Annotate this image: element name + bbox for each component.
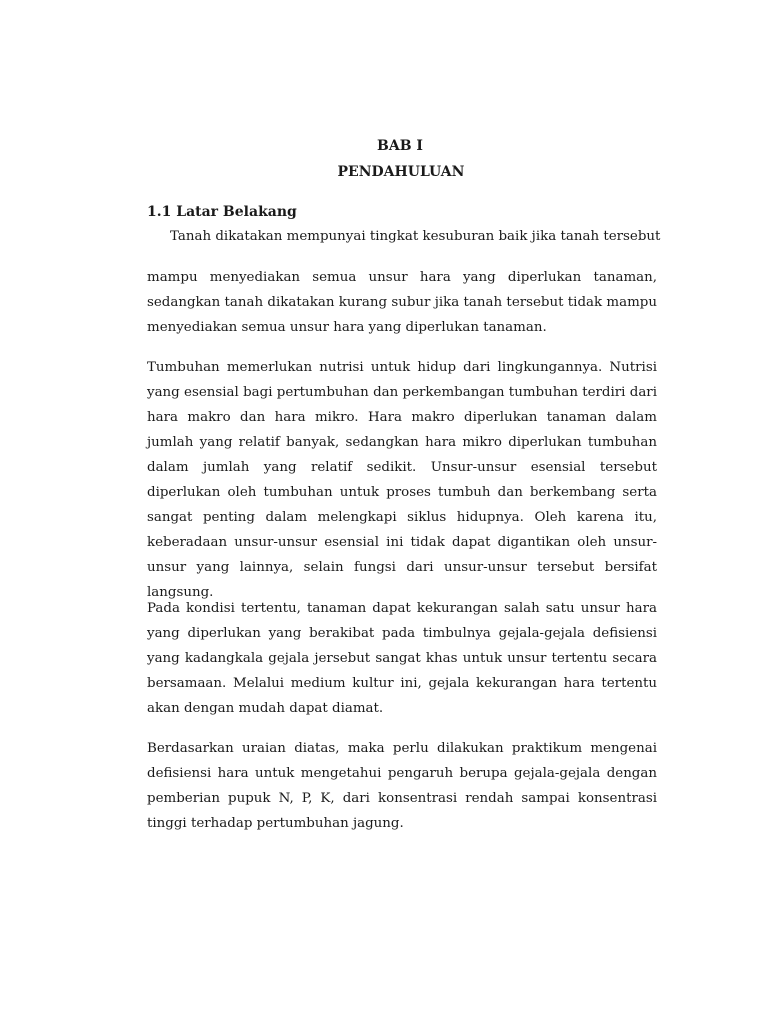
paragraph-2: Tumbuhan memerlukan nutrisi untuk hidup dari lingkungannya. Nutrisi yang esensial bagi pertumbuhan dan perkembangan tumbuhan terdiri dari hara makro dan hara mikro. Hara makro diperlukan tanaman dalam jumlah yang relatif banyak, sedangkan hara mikro diperlukan tumbuhan dalam jumlah yang relatif sedikit. Unsur-unsur esensial tersebut diperlukan oleh tumbuhan untuk proses tumbuh dan berkembang serta sangat penting dalam melengkapi siklus hidupnya. Oleh karena itu, keberadaan unsur-unsur esensial ini tidak dapat digantikan oleh unsur-unsur yang lainnya, selain fungsi dari unsur-unsur tersebut bersifat langsung. xyxy=(147,360,657,600)
chapter-title: PENDAHULUAN xyxy=(337,164,465,180)
paragraph-1: mampu menyediakan semua unsur hara yang diperlukan tanaman, sedangkan tanah dikatakan kurang subur jika tanah tersebut tidak mampu menyediakan semua unsur hara yang diperlukan tanaman. xyxy=(147,270,657,335)
chapter-number: BAB I xyxy=(377,138,423,154)
intro-line: Tanah dikatakan mempunyai tingkat kesuburan baik jika tanah tersebut xyxy=(170,229,661,244)
paragraph-3: Pada kondisi tertentu, tanaman dapat kekurangan salah satu unsur hara yang diperlukan yang berakibat pada timbulnya gejala-gejala defisiensi yang kadangkala gejala jersebut sangat khas untuk unsur tertentu secara bersamaan. Melalui medium kultur ini, gejala kekurangan hara tertentu akan dengan mudah dapat diamat. xyxy=(147,601,657,716)
paragraph-4: Berdasarkan uraian diatas, maka perlu dilakukan praktikum mengenai defisiensi hara untuk mengetahui pengaruh berupa gejala-gejala dengan pemberian pupuk N, P, K, dari konsentrasi rendah sampai konsentrasi tinggi terhadap pertumbuhan jagung. xyxy=(147,741,657,831)
section-heading: 1.1 Latar Belakang xyxy=(147,204,297,220)
